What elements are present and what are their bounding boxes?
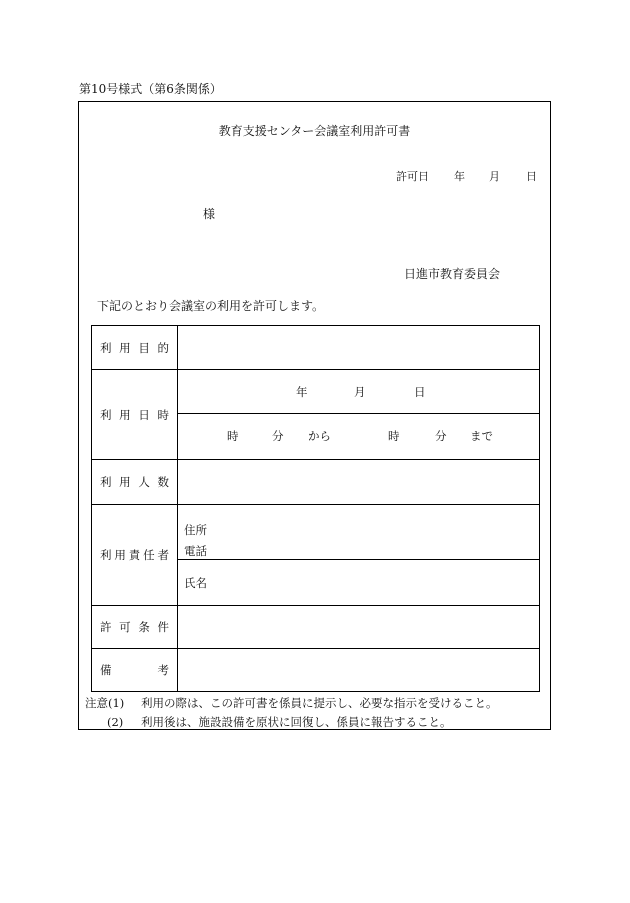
phone-label: 電話 bbox=[184, 543, 207, 558]
recipient-suffix: 様 bbox=[203, 207, 216, 221]
name-label: 氏名 bbox=[184, 575, 207, 590]
label-purpose: 利 用 目 的 bbox=[92, 326, 178, 370]
row-conditions bbox=[92, 606, 540, 649]
value-date[interactable] bbox=[178, 370, 540, 414]
row-responsible-contact bbox=[92, 505, 540, 560]
notes bbox=[85, 694, 498, 732]
label-conditions: 許 可 条 件 bbox=[92, 606, 178, 649]
row-purpose bbox=[92, 326, 540, 370]
issuer: 日進市教育委員会 bbox=[404, 267, 501, 281]
note-2: (2) 利用後は、施設設備を原状に回復し、係員に報告すること。 bbox=[107, 715, 452, 729]
value-people[interactable] bbox=[178, 460, 540, 505]
value-purpose[interactable] bbox=[178, 326, 540, 370]
note-1: 注意(1) 利用の際は、この許可書を係員に提示し、必要な指示を受けること。 bbox=[85, 696, 498, 710]
permit-table bbox=[91, 325, 540, 692]
time-until: まで bbox=[470, 429, 493, 443]
time-from: から bbox=[308, 429, 331, 443]
row-remarks bbox=[92, 649, 540, 692]
date-day-unit: 日 bbox=[414, 385, 426, 399]
permit-form bbox=[78, 101, 551, 730]
value-remarks[interactable] bbox=[178, 649, 540, 692]
value-name[interactable] bbox=[178, 560, 540, 606]
value-time[interactable] bbox=[178, 414, 540, 460]
time-hour-unit-2: 時 bbox=[388, 429, 400, 443]
row-people bbox=[92, 460, 540, 505]
permit-month-unit: 月 bbox=[489, 170, 500, 183]
value-contact[interactable] bbox=[178, 505, 540, 560]
permit-year-unit: 年 bbox=[454, 170, 465, 183]
label-remarks: 備 考 bbox=[92, 649, 178, 692]
address-label: 住所 bbox=[184, 522, 207, 537]
document-title: 教育支援センター会議室利用許可書 bbox=[218, 124, 411, 138]
label-responsible: 利 用 責 任 者 bbox=[92, 505, 178, 606]
label-people: 利 用 人 数 bbox=[92, 460, 178, 505]
form-number: 第10号様式（第6条関係） bbox=[79, 82, 222, 96]
row-date bbox=[92, 370, 540, 414]
time-minute-unit-2: 分 bbox=[435, 429, 447, 443]
value-conditions[interactable] bbox=[178, 606, 540, 649]
time-minute-unit-1: 分 bbox=[272, 429, 284, 443]
label-datetime: 利 用 日 時 bbox=[92, 370, 178, 460]
time-hour-unit-1: 時 bbox=[227, 429, 239, 443]
date-year-unit: 年 bbox=[296, 385, 308, 399]
permit-day-unit: 日 bbox=[526, 170, 537, 183]
permit-date-label: 許可日 bbox=[396, 170, 429, 183]
intro-text: 下記のとおり会議室の利用を許可します。 bbox=[97, 299, 325, 313]
date-month-unit: 月 bbox=[354, 385, 366, 399]
